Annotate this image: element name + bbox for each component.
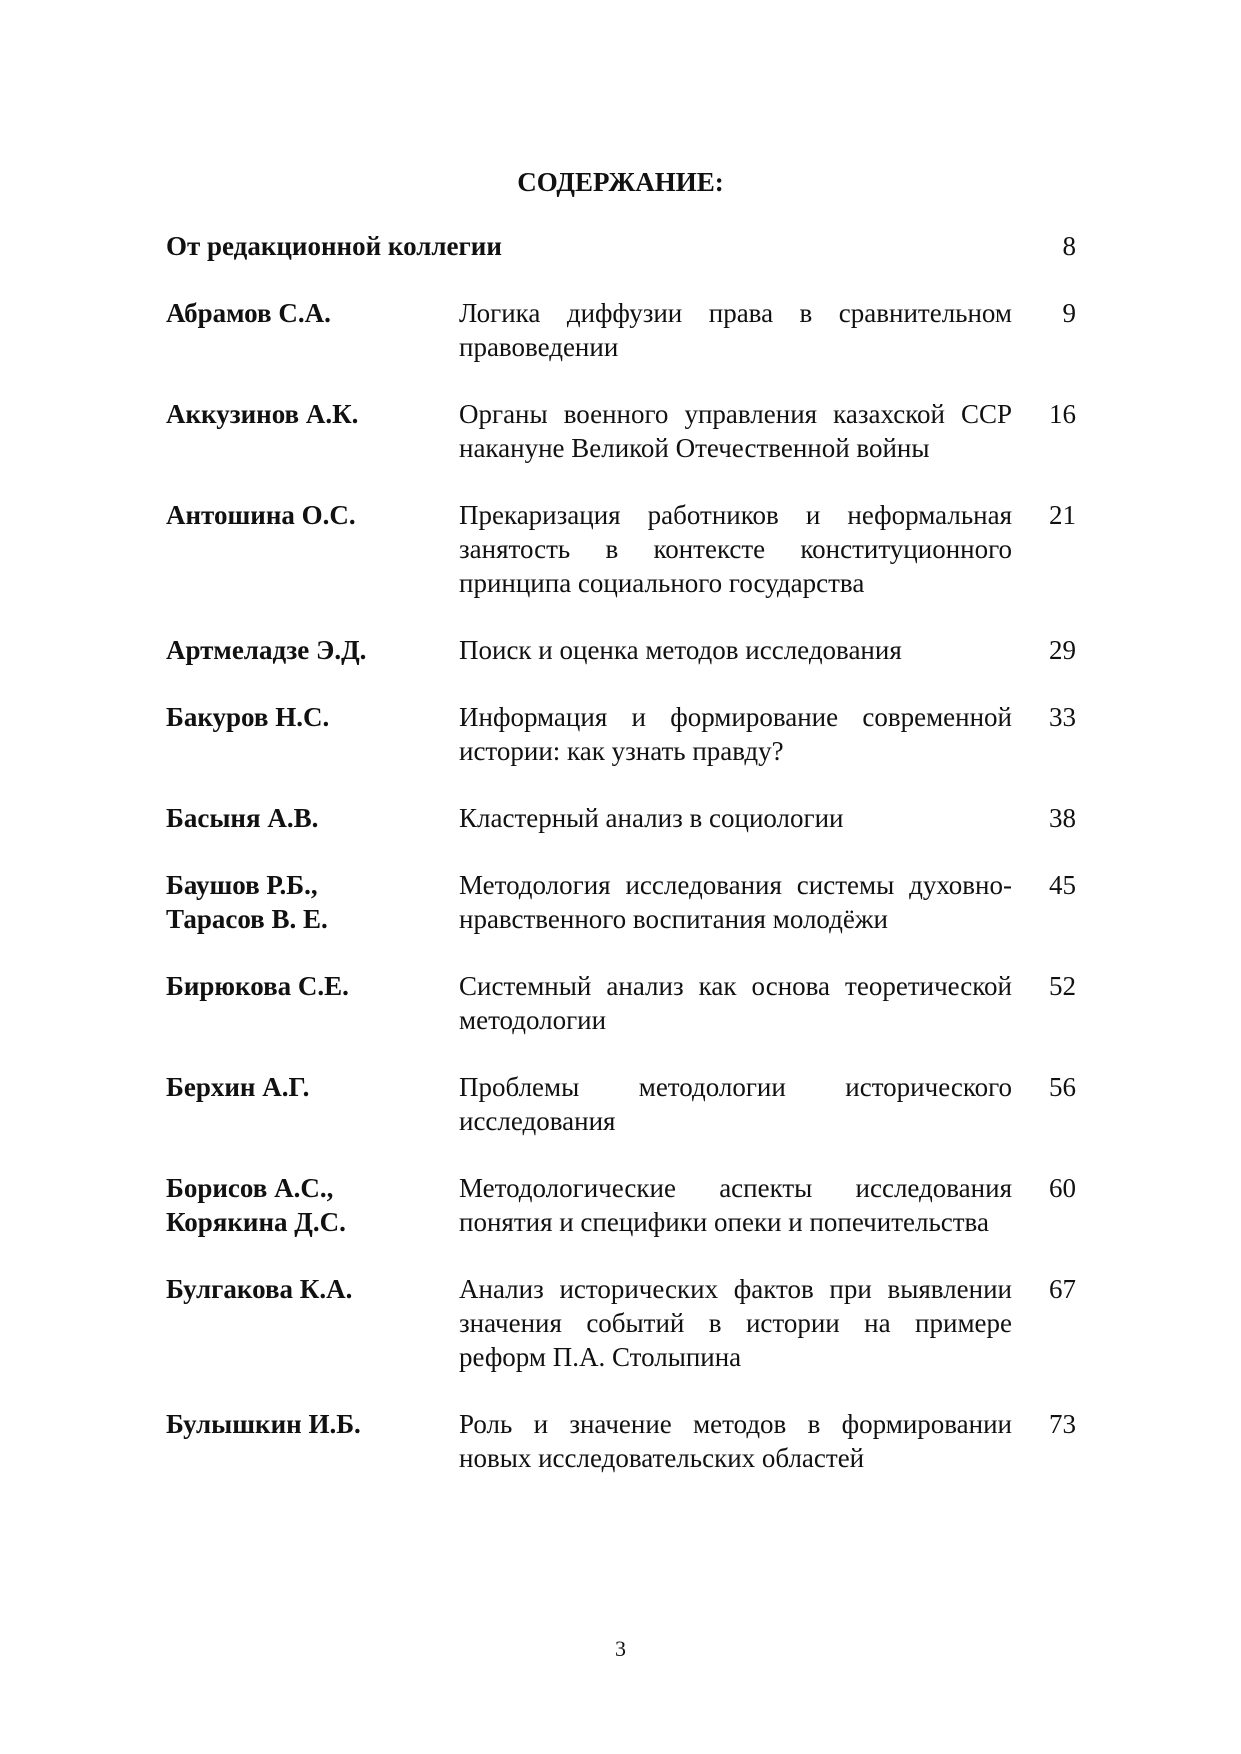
entry-authors: [166, 969, 459, 1003]
entry-title: Органы военного управления казахской ССР накануне Великой Отечественной войны: [459, 399, 1012, 463]
toc-entry: [166, 1272, 1076, 1374]
entry-author: Бакуров Н.С.: [166, 702, 330, 732]
entry-title: Анализ исторических фактов при выявлении значения событий в истории на примере реформ П.А. Столыпина: [459, 1274, 1012, 1372]
editorial-page-number: 8: [1062, 231, 1076, 261]
toc-entry: [166, 801, 1076, 835]
entry-authors: [166, 801, 459, 835]
entry-title: Методология исследования системы духовно-нравственного воспитания молодёжи: [459, 870, 1012, 934]
entry-page-number: 73: [1049, 1409, 1076, 1439]
entry-page-number: 38: [1049, 803, 1076, 833]
toc-entry: [166, 296, 1076, 364]
entry-authors: [166, 868, 459, 936]
entry-author: Баушов Р.Б.,: [166, 870, 318, 900]
entry-page-number: 56: [1049, 1072, 1076, 1102]
toc-entry: [166, 498, 1076, 600]
entry-author: Артмеладзе Э.Д.: [166, 635, 367, 665]
entry-author: Корякина Д.С.: [166, 1207, 346, 1237]
entry-page-number: 67: [1049, 1274, 1076, 1304]
entry-page-number: 33: [1049, 702, 1076, 732]
entry-author: Тарасов В. Е.: [166, 904, 328, 934]
entry-page-number: 52: [1049, 971, 1076, 1001]
entry-author: Аккузинов А.К.: [166, 399, 359, 429]
entry-title: Системный анализ как основа теоретической методологии: [459, 971, 1012, 1035]
entry-author: Абрамов С.А.: [166, 298, 331, 328]
entry-authors: [166, 1272, 459, 1306]
toc-entry: [166, 1407, 1076, 1475]
entry-page-number: 21: [1049, 500, 1076, 530]
entry-author: Бирюкова С.Е.: [166, 971, 349, 1001]
entry-authors: [166, 397, 459, 431]
entry-title: Роль и значение методов в формировании новых исследовательских областей: [459, 1409, 1012, 1473]
entry-title: Проблемы методологии исторического исследования: [459, 1072, 1012, 1136]
editorial-label: От редакционной коллегии: [166, 231, 502, 261]
entry-title: Прекаризация работников и неформальная занятость в контексте конституционного принципа социального государства: [459, 500, 1012, 598]
entry-title: Логика диффузии права в сравнительном правоведении: [459, 298, 1012, 362]
entry-authors: [166, 633, 459, 667]
entry-authors: [166, 498, 459, 532]
table-of-contents: [166, 229, 1076, 1475]
entry-title: Информация и формирование современной истории: как узнать правду?: [459, 702, 1012, 766]
toc-entry: [166, 868, 1076, 936]
entry-page-number: 29: [1049, 635, 1076, 665]
page-title: СОДЕРЖАНИЕ:: [517, 167, 724, 197]
entry-page-number: 9: [1062, 298, 1076, 328]
toc-entry: [166, 1171, 1076, 1239]
entry-authors: [166, 296, 459, 330]
page-number: 3: [615, 1636, 626, 1661]
entry-page-number: 45: [1049, 870, 1076, 900]
entry-authors: [166, 1171, 459, 1239]
entry-author: Берхин А.Г.: [166, 1072, 310, 1102]
entry-title: Поиск и оценка методов исследования: [459, 635, 902, 665]
entry-page-number: 16: [1049, 399, 1076, 429]
toc-entry: [166, 700, 1076, 768]
entry-author: Булгакова К.А.: [166, 1274, 353, 1304]
toc-entry: [166, 969, 1076, 1037]
entry-title: Методологические аспекты исследования понятия и специфики опеки и попечительства: [459, 1173, 1012, 1237]
toc-entry: [166, 1070, 1076, 1138]
entry-authors: [166, 700, 459, 734]
entry-title: Кластерный анализ в социологии: [459, 803, 844, 833]
entry-authors: [166, 1070, 459, 1104]
entry-author: Басыня А.В.: [166, 803, 319, 833]
entry-page-number: 60: [1049, 1173, 1076, 1203]
toc-entry: [166, 397, 1076, 465]
entry-author: Борисов А.С.,: [166, 1173, 334, 1203]
entry-author: Антошина О.С.: [166, 500, 356, 530]
toc-editorial-row: [166, 229, 1076, 263]
entry-authors: [166, 1407, 459, 1441]
entry-author: Булышкин И.Б.: [166, 1409, 361, 1439]
toc-entry: [166, 633, 1076, 667]
